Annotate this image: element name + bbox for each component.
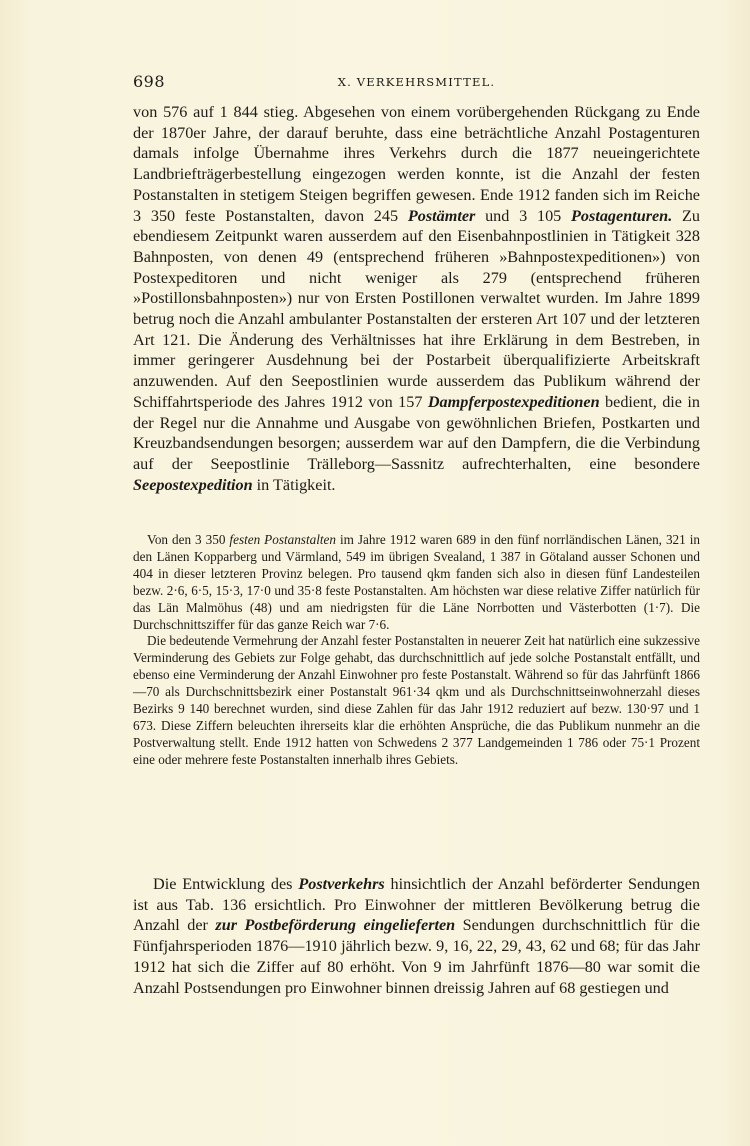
emphasized-term: Postämter [407,206,476,225]
page-header [133,72,700,96]
small-print-notes [133,532,700,769]
emphasized-term: Dampferpostexpeditionen [427,392,600,411]
text-segment: von 576 auf 1 844 stieg. Abgesehen von einem vorübergehenden Rückgang zu Ende der 1870er Jahre, der darauf beruhte, dass eine beträchtliche Anzahl Postagenturen damals infolge Übernahme ihres Verkehrs durch die 1877 neueingerichtete Landbriefträgerbestellung eingezogen werden konnte, ist die Anzahl der festen Postanstalten in stetigem Steigen begriffen gewesen. Ende 1912 fanden sich im Reiche 3 350 feste Postanstalten, davon 245 [133,103,700,225]
running-title: X. VERKEHRSMITTEL. [337,75,496,89]
text-segment: in Tätigkeit. [252,475,336,494]
emphasized-term: festen Postanstalten [229,532,336,547]
text-segment: Sendungen durchschnittlich für die Fünfjahrsperioden 1876—1910 jährlich bezw. 9, 16, 22, 29, 43, 62 und 68; für das Jahr 1912 hat sich die Ziffer auf 80 erhöht. Von 9 im Jahrfünft 1876—80 war somit die Anzahl Postsendungen pro Einwohner binnen dreissig Jahren auf 68 gestiegen und [133,916,700,997]
emphasized-term: Postverkehrs [298,875,385,893]
body-paragraph-1 [133,102,700,495]
note-paragraph-2: Die bedeutende Vermehrung der Anzahl fester Postanstalten in neuerer Zeit hat natürlich eine sukzessive Verminderung des Gebiets zur Folge gehabt, das durchschnittlich auf jede solche Postanstalt entfällt, und ebenso eine Verminderung der Anzahl Einwohner pro feste Postanstalt. Während so für das Jahrfünft 1866—70 als Durchschnittsbezirk einer Postanstalt 961·34 qkm und als Durchschnittseinwohnerzahl dieses Bezirks 9 140 berechnet wurden, sind diese Zahlen für das Jahr 1912 reduziert auf bezw. 130·97 und 1 673. Diese Ziffern beleuchten ihrerseits klar die erhöhten Ansprüche, die das Publikum nunmehr an die Postverwaltung stellt. Ende 1912 hatten von Schwedens 2 377 Landgemeinden 1 786 oder 75·1 Prozent eine oder mehrere feste Postanstalten innerhalb ihres Gebiets. [133,633,700,767]
body-paragraph-2 [133,874,700,998]
text-segment: Von den 3 350 [147,532,230,547]
emphasized-term: zur Postbeförderung eingelieferten [215,916,456,935]
text-segment: Die Entwicklung des [153,875,299,893]
text-segment: im Jahre 1912 waren 689 in den fünf norrländischen Länen, 321 in den Länen Kopparberg und Värmland, 549 im übrigen Svealand, 1 387 in Götaland ausser Schonen und 404 in dieser letzteren Provinz belegen. Pro tausend qkm fanden sich also in diesen fünf Landesteilen bezw. 2·6, 6·5, 15·3, 17·0 und 35·8 feste Postanstalten. Am höchsten war diese relative Ziffer natürlich für das Län Malmöhus (48) und am niedrigsten für die Läne Norrbotten und Västerbotten (1·7). Die Durchschnittsziffer für das ganze Reich war 7·6. [133,532,700,632]
text-segment: und 3 105 [475,206,572,225]
text-segment: hinsichtlich der Anzahl beförderter Sendungen ist aus Tab. 136 ersichtlich. Pro Einwohner der mittleren Bevölkerung betrug die Anzahl der [133,875,700,935]
text-segment: bedient, die in der Regel nur die Annahme und Ausgabe von gewöhnlichen Briefen, Postkarten und Kreuzbandsendungen besorgen; ausserdem war auf den Dampfern, die die Verbindung auf der Seepostlinie Trälleborg—Sassnitz aufrechterhalten, eine besondere [133,392,700,473]
emphasized-term: Postagenturen. [571,206,673,225]
note-paragraph-1 [133,532,700,633]
text-segment: Zu ebendiesem Zeitpunkt waren ausserdem auf den Eisenbahnpostlinien in Tätigkeit 328 Bahnposten, von denen 49 (entsprechend früheren »Bahnpostexpeditionen») von Postexpeditoren und nicht weniger als 279 (entsprechend früheren »Postillonsbahnposten») nur von Ersten Postillonen verwaltet wurden. Im Jahre 1899 betrug noch die Anzahl ambulanter Postanstalten der ersteren Art 107 und der letzteren Art 121. Die Änderung des Verhältnisses hat ihre Erklärung in dem Bestreben, in immer geringerer Ausdehnung bei der Postarbeit überqualifizierte Arbeitskraft anzuwenden. Auf den Seepostlinien wurde ausserdem das Publikum während der Schiffahrtsperiode des Jahres 1912 von 157 [133,206,701,411]
emphasized-term: Seepostexpedition [133,475,253,494]
page-number: 698 [133,72,166,91]
